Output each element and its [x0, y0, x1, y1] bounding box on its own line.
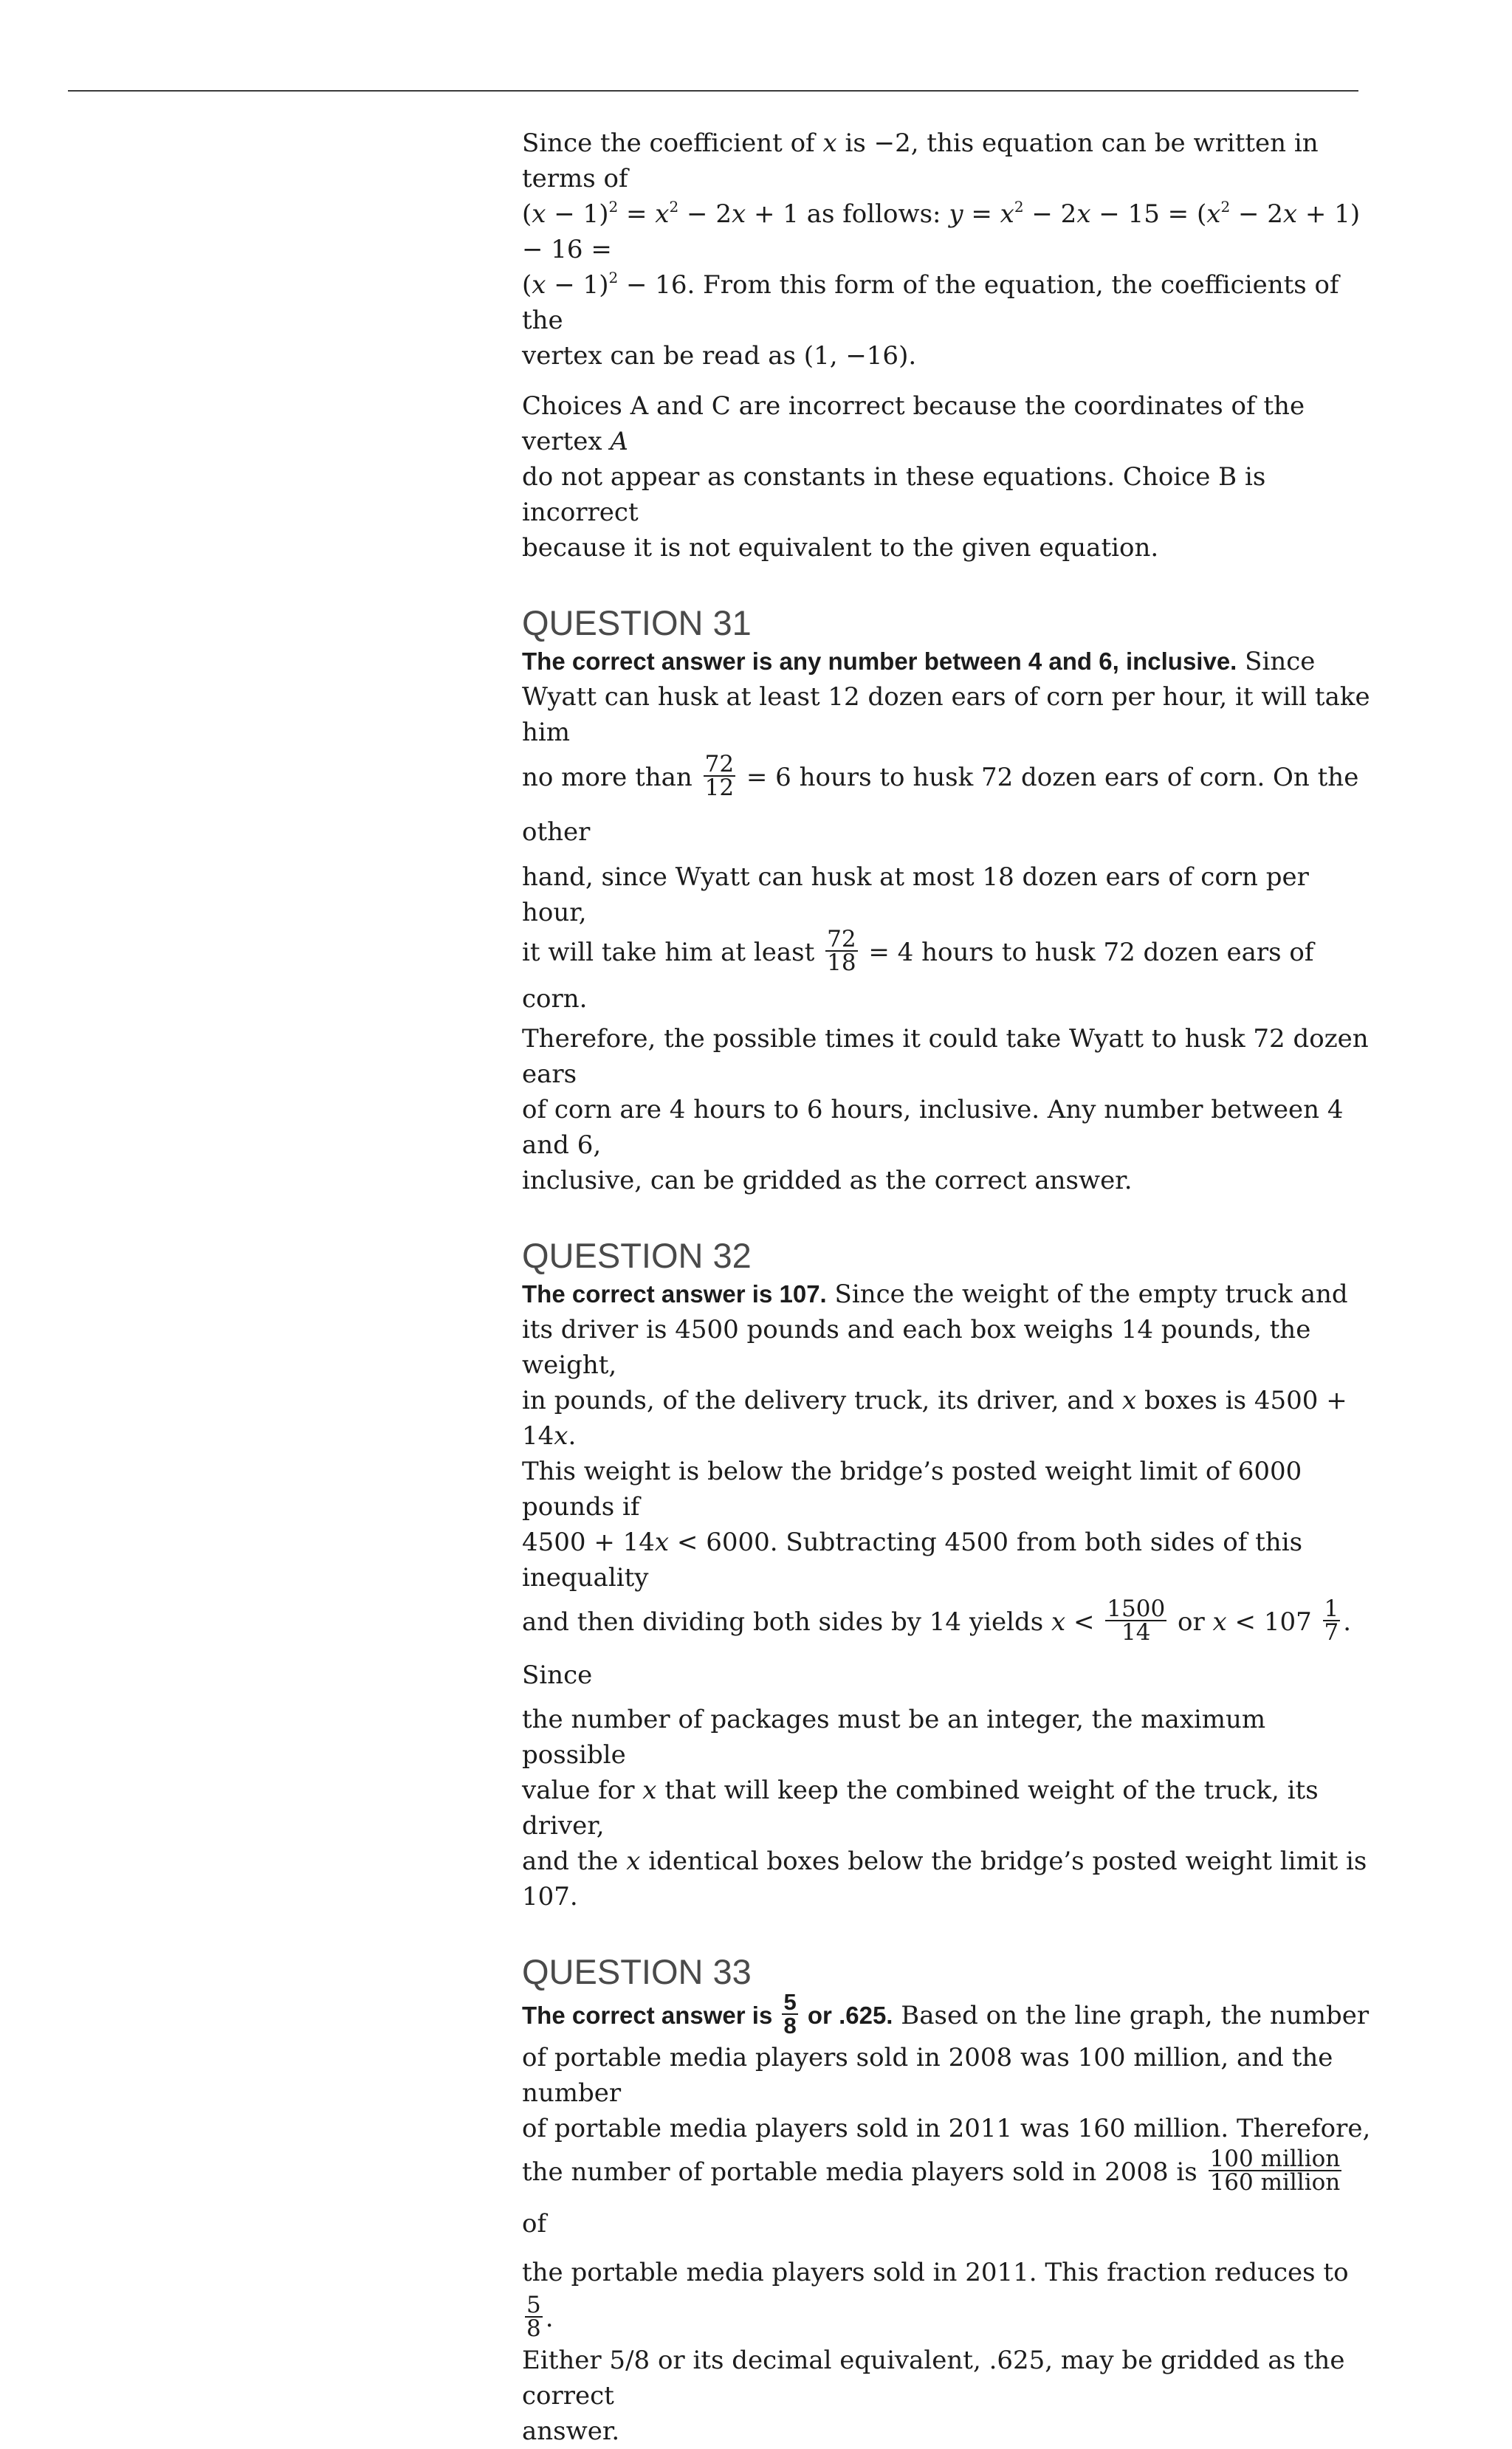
question-31-title: QUESTION 31	[522, 603, 752, 642]
question-33-answer-rest: Either 5/8 or its decimal equivalent, .625, may be gridded as the correct answer.	[522, 2346, 1345, 2447]
fraction-5-8: $\frac{5}{8}$	[526, 2292, 541, 2343]
question-33-reduce-line: the portable media players sold in 2011. This fraction reduces to $\frac{5}{8}$ .	[522, 2258, 1349, 2343]
fraction-5-8-bold: $\frac{5}{8}$	[783, 1989, 797, 2039]
fraction-100m-160m: $\frac{\text{100 million}}{\text{160 million}}$	[1209, 2146, 1341, 2196]
question-32-answer-top: The correct answer is 107. Since the weight of the empty truck and its driver is 4500 pounds and each box weighs 14 pounds, the weight, in pounds, of the delivery truck, its driver, and x boxes is 4500 + 14x. This weight is below the bridge’s posted weight limit of 6000 pounds if 4500 + 14x < 6000. Subtracting 4500 from both sides of this inequality	[522, 1280, 1348, 1593]
question-31	[522, 602, 1371, 1198]
question-32-answer-rest: the number of packages must be an integer, the maximum possible value for x that will keep the combined weight of the truck, its driver, and the x identical boxes below the bridge’s posted weight limit is 107.	[522, 1705, 1367, 1912]
question-31-answer-line-5: it will take him at least $\frac{72}{18}$ = 4 hours to husk 72 dozen ears of corn.	[522, 926, 1314, 1014]
question-31-answer-line-4: hand, since Wyatt can husk at most 18 dozen ears of corn per hour,	[522, 862, 1309, 927]
question-32-lead: The correct answer is 107.	[522, 1280, 827, 1308]
question-33-title: QUESTION 33	[522, 1952, 752, 1991]
question-33-lead: The correct answer is $\frac{5}{8}$ or .625.	[522, 1989, 893, 2039]
fraction-1500-14: $\frac{1500}{14}$	[1107, 1596, 1166, 1646]
question-32-title: QUESTION 32	[522, 1236, 752, 1275]
answer-explanations	[522, 126, 1371, 2449]
question-31-answer-line-3: no more than $\frac{72}{12}$ = 6 hours to husk 72 dozen ears of corn. On the other	[522, 751, 1359, 847]
question-33-answer-line-1: The correct answer is $\frac{5}{8}$ or .625. Based on the line graph, the number	[522, 1989, 1370, 2039]
fraction-72-12: $\frac{72}{12}$	[704, 751, 735, 801]
question-31-answer-rest: Therefore, the possible times it could take Wyatt to husk 72 dozen ears of corn are 4 hours to 6 hours, inclusive. Any number between 4 and 6, inclusive, can be gridded as the correct answer.	[522, 1024, 1369, 1195]
question-31-answer-line-1: The correct answer is any number between 4 and 6, inclusive. Since Wyatt can husk at least 12 dozen ears of corn per hour, it will take him	[522, 647, 1370, 747]
question-33-answer-lines-2-3: of portable media players sold in 2008 was 100 million, and the number of portable media players sold in 2011 was 160 million. Therefore,	[522, 2043, 1371, 2144]
question-32-inequality-line: and then dividing both sides by 14 yields x < $\frac{1500}{14}$ or x < 107 $\frac{1}{7}$ . Since	[522, 1596, 1352, 1690]
question-33	[522, 1951, 1371, 2449]
header-rule	[68, 90, 1358, 92]
question-33-fraction-line: the number of portable media players sold in 2008 is $\frac{\text{100 million}}{\text{160 million}}$ of	[522, 2146, 1341, 2239]
fraction-1-7: $\frac{1}{7}$	[1324, 1596, 1339, 1646]
fraction-72-18: $\frac{72}{18}$	[827, 926, 856, 976]
question-32	[522, 1235, 1371, 1914]
intro-paragraph-2: Choices A and C are incorrect because the coordinates of the vertex A do not appear as constants in these equations. Choice B is incorrect because it is not equivalent to the given equation.	[522, 391, 1305, 563]
intro-paragraph-1: Since the coefficient of x is −2, this equation can be written in terms of $(x - 1)^2 = x^2 - 2x + 1$ as follows: $y = x^2 - 2x - 15 = (x^2 - 2x + 1) - 16$ = $(x - 1)^2 - 16$. From this form of the equation, the coefficients of the vertex can be read as (1, −16).	[522, 128, 1361, 371]
question-31-lead: The correct answer is any number between 4 and 6, inclusive.	[522, 648, 1237, 675]
